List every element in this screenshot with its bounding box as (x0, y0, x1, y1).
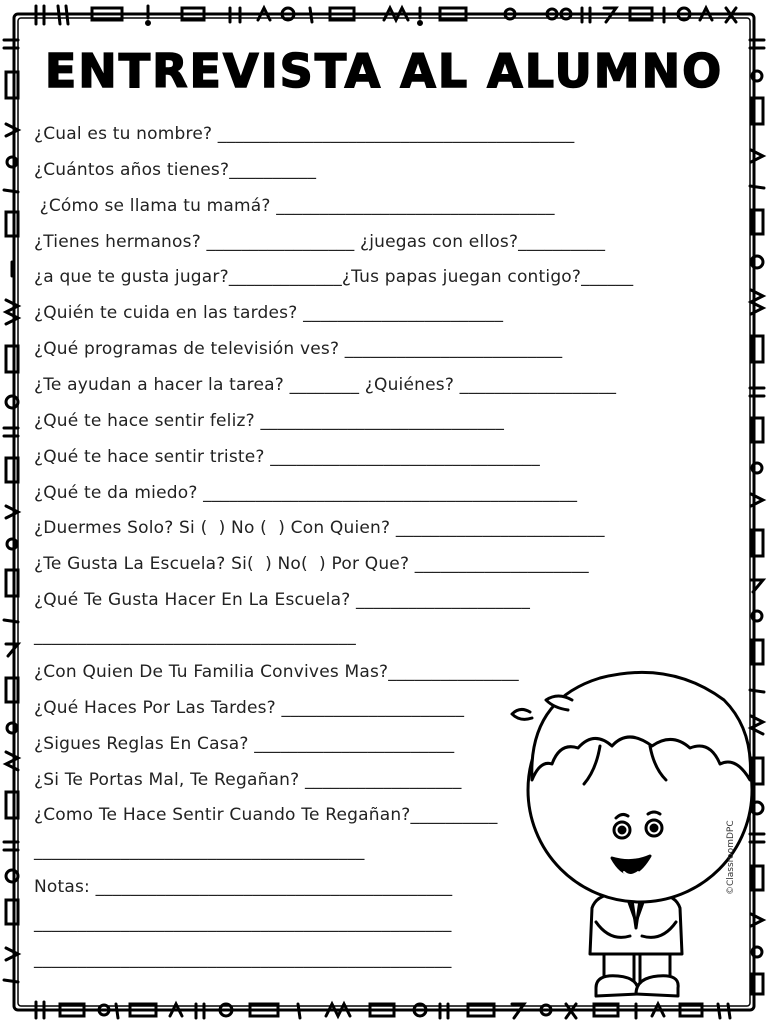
question-line: ¿Qué programas de televisión ves? _________________________ (34, 339, 563, 359)
question-line: ¿Tienes hermanos? _________________ ¿juegas con ellos?__________ (34, 232, 606, 252)
question-line: ¿Te Gusta La Escuela? Si( ) No( ) Por Que? ____________________ (34, 554, 589, 574)
notes-line: ________________________________________________ (34, 913, 452, 933)
question-line: ¿Qué te hace sentir feliz? ____________________________ (34, 411, 505, 431)
credit-watermark: ©ClassroomDPC (726, 820, 736, 895)
question-line: ¿Si Te Portas Mal, Te Regañan? __________________ (34, 770, 462, 790)
question-line: ¿Qué te hace sentir triste? _______________________________ (34, 447, 540, 467)
page-title: ENTREVISTA AL ALUMNO (44, 44, 724, 98)
answer-line: ______________________________________ (34, 841, 365, 861)
question-line: ¿Qué Te Gusta Hacer En La Escuela? ____________________ (34, 590, 531, 610)
question-line: ¿Como Te Hace Sentir Cuando Te Regañan?__________ (34, 805, 498, 825)
question-line: ¿Cuántos años tienes?__________ (34, 160, 317, 180)
question-line: ¿Sigues Reglas En Casa? _______________________ (34, 734, 455, 754)
question-line: ¿Te ayudan a hacer la tarea? ________ ¿Quiénes? __________________ (34, 375, 617, 395)
question-line: ¿Cómo se llama tu mamá? ________________________________ (34, 196, 555, 216)
notes-line: Notas: _________________________________________ (34, 877, 453, 897)
question-line: ¿Con Quien De Tu Familia Convives Mas?_______________ (34, 662, 519, 682)
question-line: ¿Qué Haces Por Las Tardes? _____________________ (34, 698, 465, 718)
question-line: ¿Duermes Solo? Si ( ) No ( ) Con Quien? ________________________ (34, 518, 605, 538)
question-line: ¿Qué te da miedo? ___________________________________________ (34, 483, 578, 503)
notes-line: ________________________________________________ (34, 949, 452, 969)
question-line: ¿Cual es tu nombre? _________________________________________ (34, 124, 575, 144)
question-line: ¿Quién te cuida en las tardes? _______________________ (34, 303, 504, 323)
question-line: ¿a que te gusta jugar?_____________¿Tus papas juegan contigo?______ (34, 267, 634, 287)
answer-line: _____________________________________ (34, 626, 356, 646)
